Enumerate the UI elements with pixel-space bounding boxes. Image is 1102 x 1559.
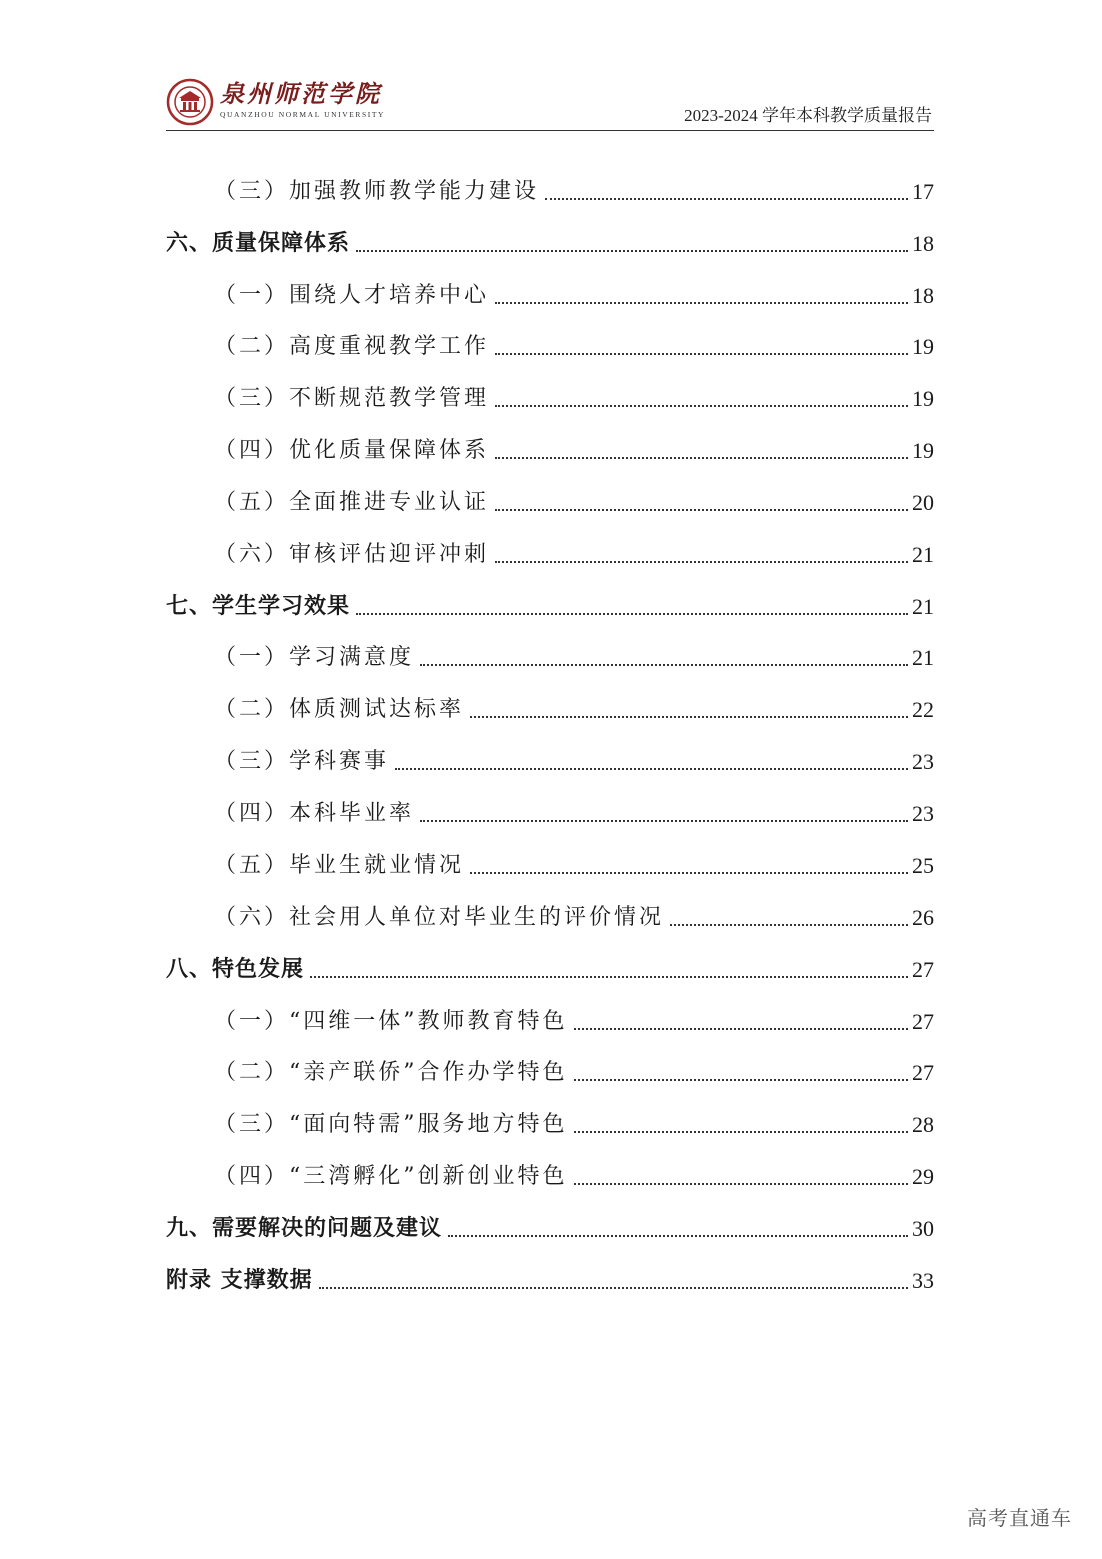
toc-section-entry[interactable]: [166, 1204, 934, 1244]
toc-dot-leader: [495, 561, 908, 563]
toc-dot-leader: [545, 198, 908, 200]
toc-page-number: 29: [912, 1164, 934, 1189]
toc-dot-leader: [574, 1183, 909, 1185]
toc-dot-leader: [420, 664, 908, 666]
toc-entry-label: 六、质量保障体系: [166, 231, 351, 256]
toc-dot-leader: [319, 1287, 908, 1289]
toc-entry-label: （二）“亲产联侨”合作办学特色: [214, 1060, 568, 1085]
toc-subsection-entry[interactable]: [166, 1048, 934, 1088]
toc-entry-label: （三）“面向特需”服务地方特色: [214, 1112, 568, 1137]
toc-dot-leader: [470, 716, 908, 718]
toc-subsection-entry[interactable]: [166, 841, 934, 881]
toc-subsection-entry[interactable]: [166, 426, 934, 466]
toc-entry-label: （六）审核评估迎评冲刺: [214, 542, 490, 567]
toc-page-number: 20: [912, 490, 934, 515]
toc-entry-label: 附录 支撑数据: [166, 1268, 313, 1293]
toc-dot-leader: [574, 1131, 909, 1133]
toc-page-number: 19: [912, 334, 934, 359]
toc-page-number: 28: [912, 1112, 934, 1137]
toc-subsection-entry[interactable]: [166, 1100, 934, 1140]
toc-page-number: 25: [912, 853, 934, 878]
toc-dot-leader: [470, 872, 908, 874]
toc-page-number: 17: [912, 179, 934, 204]
school-name: [220, 80, 385, 120]
toc-dot-leader: [495, 353, 908, 355]
toc-entry-label: （三）学科赛事: [214, 749, 390, 774]
watermark-text: 高考直通车: [967, 1506, 1072, 1530]
toc-dot-leader: [574, 1079, 909, 1081]
toc-entry-label: （一）学习满意度: [214, 645, 415, 670]
toc-entry-label: 九、需要解决的问题及建议: [166, 1216, 443, 1241]
toc-page-number: 22: [912, 697, 934, 722]
toc-entry-label: （五）毕业生就业情况: [214, 853, 465, 878]
toc-subsection-entry[interactable]: [166, 685, 934, 725]
toc-entry-label: （四）优化质量保障体系: [214, 438, 490, 463]
toc-dot-leader: [356, 613, 908, 615]
toc-page-number: 27: [912, 957, 934, 982]
toc-subsection-entry[interactable]: [166, 633, 934, 673]
toc-dot-leader: [420, 820, 908, 822]
toc-entry-label: 七、学生学习效果: [166, 594, 351, 619]
toc-entry-label: （三）加强教师教学能力建设: [214, 179, 540, 204]
toc-dot-leader: [495, 302, 908, 304]
toc-entry-label: （六）社会用人单位对毕业生的评价情况: [214, 905, 665, 930]
toc-dot-leader: [574, 1028, 909, 1030]
toc-entry-label: （五）全面推进专业认证: [214, 490, 490, 515]
toc-page-number: 23: [912, 801, 934, 826]
toc-page-number: 26: [912, 905, 934, 930]
toc-entry-label: （一）“四维一体”教师教育特色: [214, 1009, 568, 1034]
toc-entry-label: （二）体质测试达标率: [214, 697, 465, 722]
toc-section-entry[interactable]: [166, 219, 934, 259]
toc-dot-leader: [670, 924, 908, 926]
toc-section-entry[interactable]: [166, 582, 934, 622]
toc-subsection-entry[interactable]: [166, 167, 934, 207]
university-seal-icon: [166, 78, 214, 126]
toc-subsection-entry[interactable]: [166, 530, 934, 570]
toc-page-number: 19: [912, 438, 934, 463]
toc-dot-leader: [310, 976, 908, 978]
toc-entry-label: （三）不断规范教学管理: [214, 386, 490, 411]
toc-entry-label: （二）高度重视教学工作: [214, 334, 490, 359]
toc-subsection-entry[interactable]: [166, 271, 934, 311]
page-header: [166, 72, 934, 131]
toc-page-number: 19: [912, 386, 934, 411]
toc-dot-leader: [495, 457, 908, 459]
toc-subsection-entry[interactable]: [166, 322, 934, 362]
toc-page-number: 21: [912, 594, 934, 619]
toc-page-number: 23: [912, 749, 934, 774]
toc-page-number: 27: [912, 1060, 934, 1085]
school-name-en: QUANZHOU NORMAL UNIVERSITY: [220, 110, 386, 119]
toc-subsection-entry[interactable]: [166, 374, 934, 414]
toc-subsection-entry[interactable]: [166, 737, 934, 777]
toc-page-number: 21: [912, 645, 934, 670]
toc-section-entry[interactable]: [166, 945, 934, 985]
toc-subsection-entry[interactable]: [166, 893, 934, 933]
toc-entry-label: （四）本科毕业率: [214, 801, 415, 826]
report-title: 2023-2024 学年本科教学质量报告: [684, 106, 932, 125]
toc-dot-leader: [356, 250, 908, 252]
toc-entry-label: 八、特色发展: [166, 957, 305, 982]
toc-page-number: 21: [912, 542, 934, 567]
toc-page-number: 18: [912, 283, 934, 308]
toc-dot-leader: [495, 509, 908, 511]
toc-subsection-entry[interactable]: [166, 478, 934, 518]
toc-dot-leader: [395, 768, 908, 770]
toc-page-number: 27: [912, 1009, 934, 1034]
toc-subsection-entry[interactable]: [166, 1152, 934, 1192]
toc-subsection-entry[interactable]: [166, 789, 934, 829]
toc-page-number: 30: [912, 1216, 934, 1241]
toc-section-entry[interactable]: [166, 1256, 934, 1296]
toc-page-number: 33: [912, 1268, 934, 1293]
toc-entry-label: （四）“三湾孵化”创新创业特色: [214, 1164, 568, 1189]
toc-entry-label: （一）围绕人才培养中心: [214, 283, 490, 308]
toc-subsection-entry[interactable]: [166, 997, 934, 1037]
toc-dot-leader: [495, 405, 908, 407]
toc-dot-leader: [448, 1235, 908, 1237]
school-name-cn: 泉州师范学院: [220, 79, 382, 108]
toc-page-number: 18: [912, 231, 934, 256]
